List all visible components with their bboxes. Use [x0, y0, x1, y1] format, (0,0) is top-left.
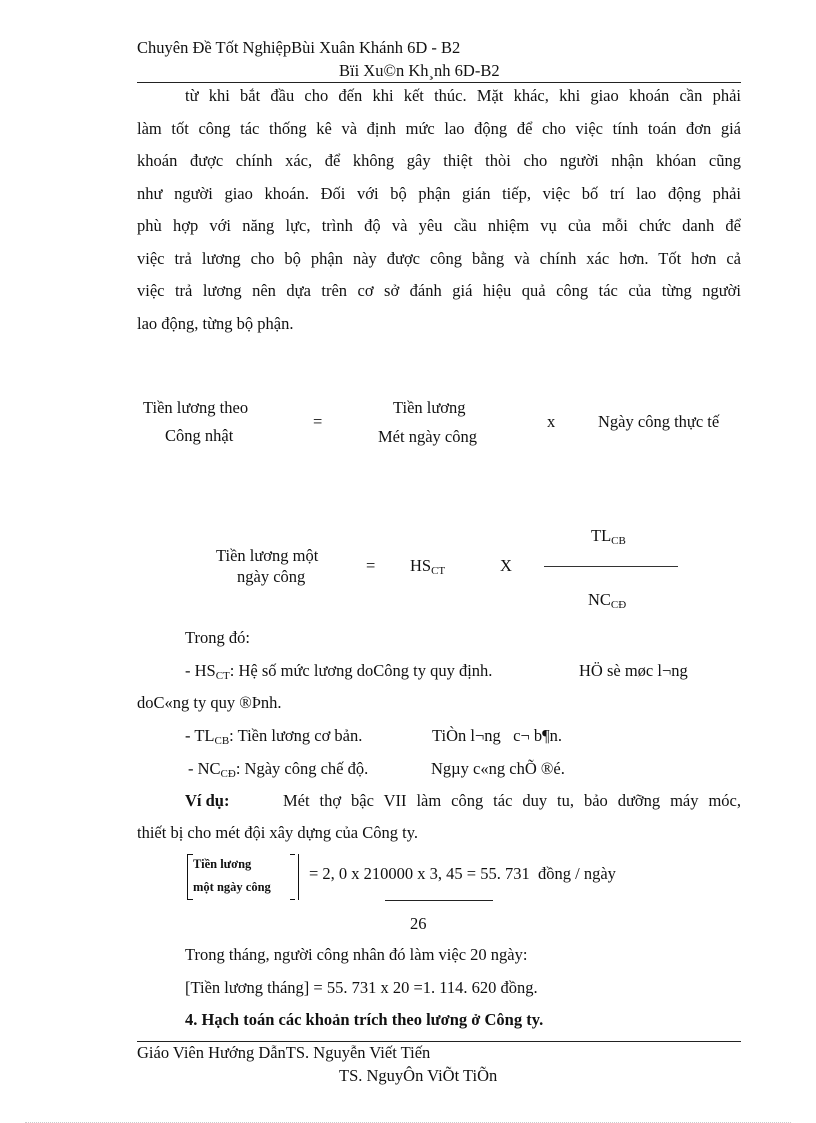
definition-nc	[188, 759, 368, 780]
footer-rule	[137, 1041, 741, 1042]
definition-hs-text: : Hệ số mức lương doCông ty quy định.	[229, 661, 493, 680]
formula1-lhs-line1: Tiền lương theo	[143, 398, 249, 417]
definition-tl-garbled: TiÒn l¬ng c¬ b¶n.	[432, 726, 562, 745]
bracket-tick	[290, 854, 295, 855]
definition-hs-garbled: HÖ sè møc l¬ng	[579, 661, 688, 680]
body-paragraph	[137, 80, 741, 340]
paragraph-line: phù hợp với năng lực, trình độ và yêu cầu nhiệm vụ của mỗi chức danh để	[137, 216, 741, 235]
formula2-numerator	[591, 526, 626, 547]
formula2-hs	[410, 556, 445, 577]
formula2-num-text: TL	[591, 526, 612, 545]
section-heading: 4. Hạch toán các khoản trích theo lương ở Công ty.	[185, 1010, 544, 1029]
after-line1: Trong tháng, người công nhân đó làm việc 20 ngày:	[185, 945, 528, 964]
formula2-den-sub: CĐ	[610, 599, 627, 611]
formula1-times: x	[547, 412, 556, 431]
formula2-hs-sub: CT	[431, 565, 446, 577]
page-number: 26	[410, 914, 427, 933]
after-line2: [Tiền lương tháng] = 55. 731 x 20 =1. 114. 620 đồng.	[185, 978, 538, 997]
example-text-line1: Mét thợ bậc VII làm công tác duy tu, bảo dưỡng máy móc,	[283, 791, 741, 810]
definition-hs-sub: CT	[215, 670, 230, 682]
definition-tl-sub: CB	[214, 735, 230, 747]
bracket-tick	[188, 899, 193, 900]
formula2-num-sub: CB	[611, 535, 626, 547]
example-calculation: = 2, 0 x 210000 x 3, 45 = 55. 731 đồng / ngày	[309, 864, 616, 883]
footer-line1: Giáo Viên Hướng DẫnTS. Nguyễn Viết Tiến	[137, 1043, 431, 1062]
footer-line2: TS. NguyÔn ViÕt TiÕn	[339, 1066, 498, 1085]
bracket-tick	[290, 899, 295, 900]
example-label: Ví dụ:	[185, 791, 230, 810]
definition-nc-prefix: - NC	[188, 759, 221, 778]
bracket-tick	[188, 854, 193, 855]
bracket-line1: Tiền lương	[193, 857, 252, 871]
paragraph-line: việc trả lương cho bộ phận này được công bằng và chính xác hơn. Tốt hơn cả	[137, 248, 741, 268]
paragraph-line: lao động, từng bộ phận.	[137, 313, 294, 333]
bracket-line2: một ngày công	[193, 880, 271, 894]
page-number-rule	[385, 900, 493, 901]
formula1-equals: =	[313, 412, 323, 431]
paragraph-line: làm tốt công tác thống kê và định mức lao động để cho việc tính toán đơn giá	[137, 118, 741, 138]
definition-hs-prefix: - HS	[185, 661, 216, 680]
definition-hs-continued: doC«ng ty quy ®Þnh.	[137, 693, 282, 712]
header-title: Chuyên Đề Tốt NghiệpBùi Xuân Khánh 6D - B2	[137, 38, 461, 57]
formula2-equals: =	[366, 556, 376, 575]
formula2-den-text: NC	[588, 590, 611, 609]
formula2-hs-text: HS	[410, 556, 432, 575]
formula2-lhs-line1: Tiền lương một	[216, 546, 319, 565]
definitions-intro: Trong đó:	[185, 628, 250, 647]
formula2-times: X	[500, 556, 512, 575]
definition-hs	[185, 661, 492, 682]
definition-tl-text: : Tiền lương cơ bản.	[229, 726, 363, 745]
formula2-denominator	[588, 590, 626, 611]
definition-nc-garbled: Ngµy c«ng chÕ ®é.	[431, 759, 565, 778]
formula2-lhs-line2: ngày công	[237, 567, 306, 586]
paragraph-line: như người giao khoán. Đối với bộ phận gián tiếp, việc bố trí lao động phải	[137, 183, 741, 203]
paragraph-line: khoán được chính xác, để không gây thiệt thòi cho người nhận khóan cũng	[137, 151, 741, 170]
formula1-numerator: Tiền lương	[393, 398, 466, 417]
definition-nc-sub: CĐ	[220, 768, 236, 780]
example-text-line2: thiết bị cho mét đội xây dựng của Công ty.	[137, 823, 418, 842]
paragraph-line: từ khi bắt đầu cho đến khi kết thúc. Mặt khác, khi giao khoán cần phải	[185, 86, 741, 105]
definition-tl	[185, 726, 362, 747]
formula1-rhs: Ngày công thực tế	[598, 412, 720, 431]
definition-tl-prefix: - TL	[185, 726, 215, 745]
header-subtitle: Bïi Xu©n Kh¸nh 6D-B2	[339, 61, 500, 80]
formula1-denominator: Mét ngày công	[378, 427, 477, 446]
formula1-lhs-line2: Công nhật	[165, 426, 234, 445]
paragraph-line: việc trả lương nên dựa trên cơ sở đánh giá hiệu quả công tác của từng người	[137, 281, 741, 300]
definition-nc-text: : Ngày công chế độ.	[235, 759, 369, 778]
formula2-fraction-bar	[544, 566, 678, 567]
